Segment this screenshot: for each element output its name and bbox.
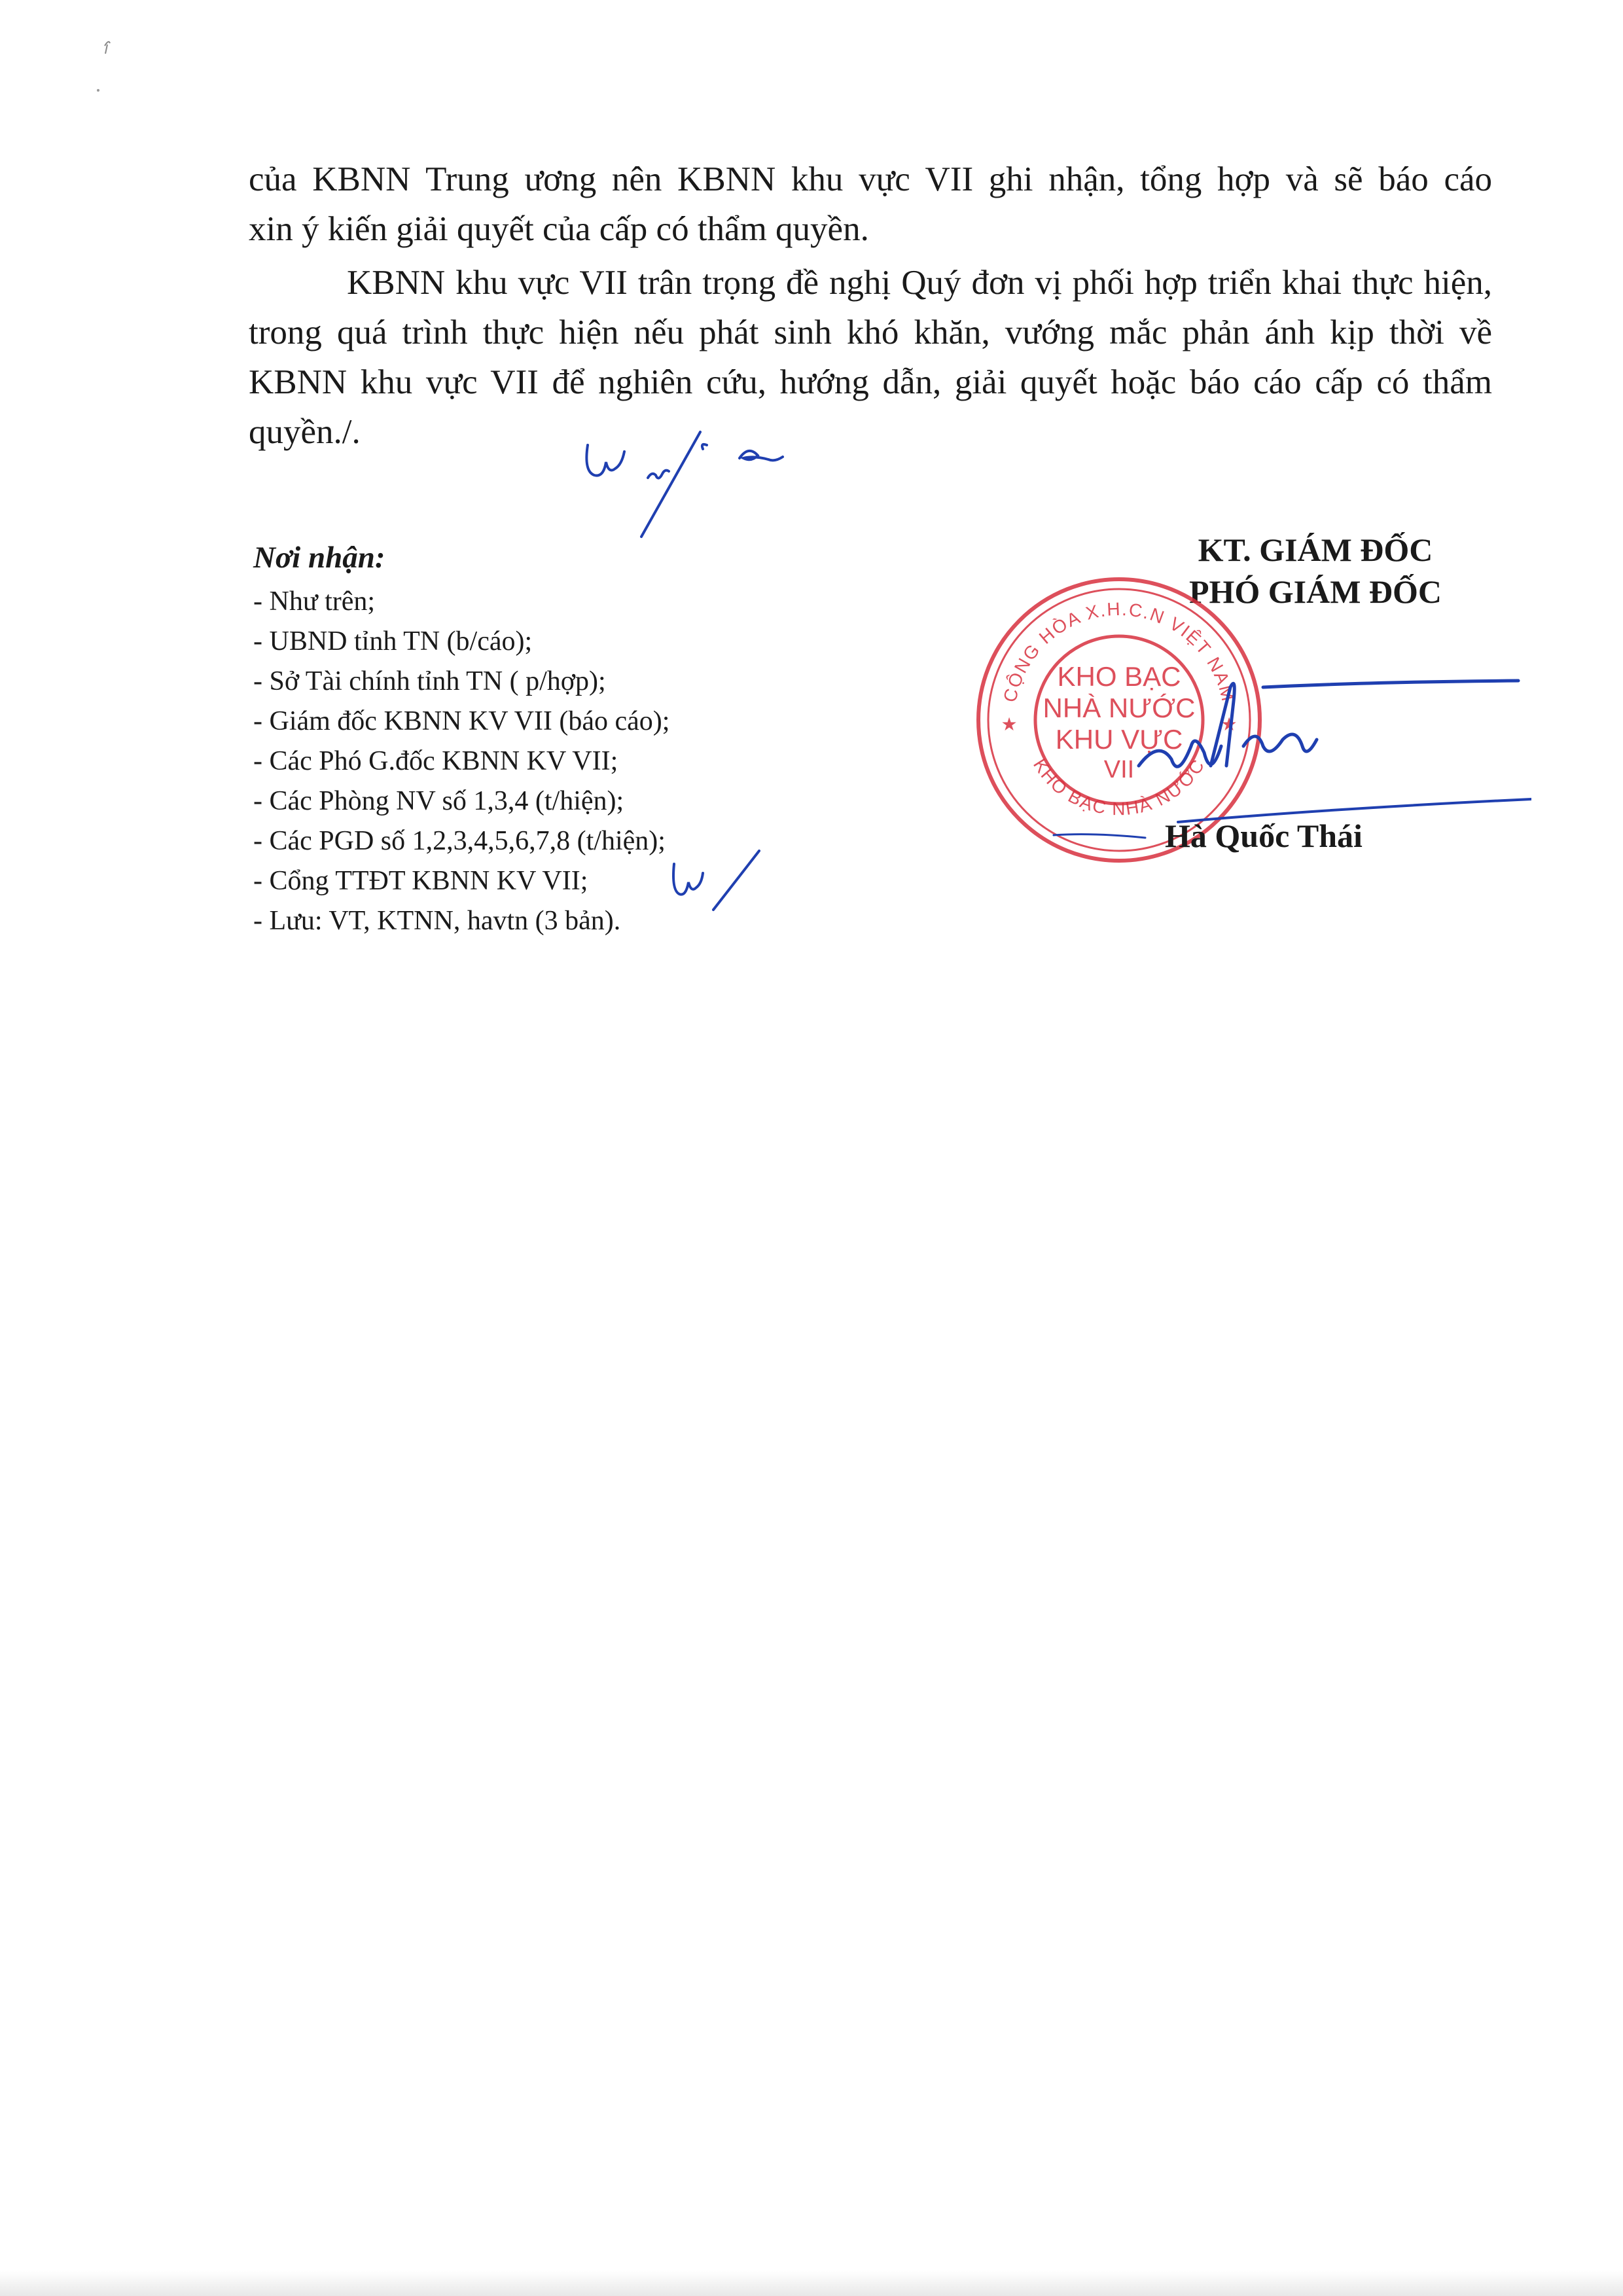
recipient-item: - Cổng TTĐT KBNN KV VII;	[253, 866, 588, 896]
seal-center-line-3: KHU VỰC	[1055, 724, 1183, 755]
seal-ring-bottom-text: KHO BẠC NHÀ NƯỚC	[1029, 755, 1209, 819]
body-paragraph-2: KBNN khu vực VII trân trọng đề nghị Quý đơn vị phối hợp triển khai thực hiện, trong quá trình thực hiện nếu phát sinh khó khăn, vướng mắc phản ánh kịp thời về KBNN khu vực VII để nghiên cứu, hướng dẫn, giải quyết hoặc báo cáo cấp có thẩm quyền./.	[249, 264, 1492, 451]
body-text	[249, 154, 1492, 457]
recipient-item: - Các Phòng NV số 1,3,4 (t/hiện);	[253, 786, 624, 816]
recipients-title: Nơi nhận:	[253, 541, 385, 575]
handwritten-initials	[576, 419, 825, 550]
recipient-item: - Lưu: VT, KTNN, havtn (3 bản).	[253, 906, 621, 936]
recipient-item: - Giám đốc KBNN KV VII (báo cáo);	[253, 706, 670, 736]
recipient-item: - Các Phó G.đốc KBNN KV VII;	[253, 746, 618, 776]
recipients-block	[253, 538, 669, 941]
recipient-item: - Sở Tài chính tỉnh TN ( p/hợp);	[253, 666, 606, 696]
scan-mark	[92, 26, 131, 98]
recipients-list	[253, 582, 669, 941]
recipient-item: - Như trên;	[253, 586, 376, 617]
body-paragraph-1-line-2: xin ý kiến giải quyết của cấp có thẩm quyền.	[249, 210, 869, 248]
seal-center-line-1: KHO BẠC	[1057, 661, 1181, 692]
signature-title-line-2: PHÓ GIÁM ĐỐC	[1188, 573, 1442, 610]
signer-name: Hà Quốc Thái	[1165, 817, 1363, 854]
signature-title-line-1: KT. GIÁM ĐỐC	[1198, 531, 1433, 568]
seal-center-line-2: NHÀ NƯỚC	[1043, 692, 1196, 723]
handwritten-initials-archive	[668, 844, 766, 923]
seal-center-line-4: VII	[1103, 756, 1135, 783]
svg-text:★: ★	[1221, 714, 1238, 734]
recipient-item: - Các PGD số 1,2,3,4,5,6,7,8 (t/hiện);	[253, 826, 666, 856]
seal-ring-top-text: CỘNG HÒA X.H.C.N VIỆT NAM	[999, 598, 1239, 704]
svg-text:★: ★	[1001, 714, 1018, 734]
scan-bottom-edge	[0, 2271, 1623, 2296]
recipient-item: - UBND tỉnh TN (b/cáo);	[253, 626, 533, 656]
body-paragraph-1-line-1: của KBNN Trung ương nên KBNN khu vực VII ghi nhận, tổng hợp và sẽ báo cáo	[249, 160, 1492, 198]
